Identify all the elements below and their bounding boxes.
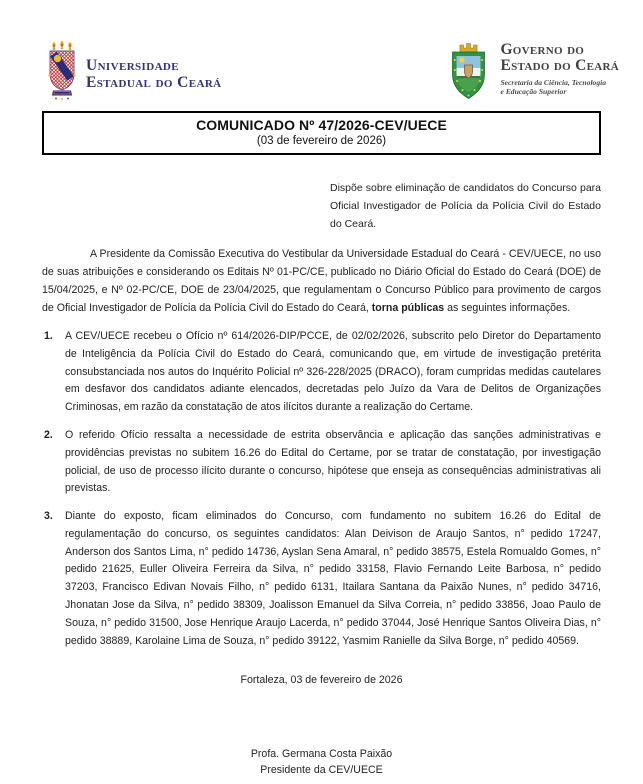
uece-name-line1: Universidade — [86, 56, 180, 74]
item-2-number: 2. — [44, 428, 53, 441]
item-3-text: Diante do exposto, ficam eliminados do Concurso, com fundamento no subitem 16.26 do Edital de regulamentação do concurso, os seguintes candidatos: Alan Deivison de Araujo Santos, n° pedido 17247, Anderson dos Santos Lima, n° pedido 14736, Ayslan Sena Amaral, n° pedido 38575, Estela Romualdo Gomes, n° pedido 21625, Euller Oliveira Ferreira da Silva, n° pedido 33158, Flavio Fernando Leite Barbosa, n° pedido 37203, Francisco Edivan Novais Filho, n° pedido 6131, Itailara Santana da Paixão Nunes, n° pedido 34716, Jhonatan Jose da Silva, n° pedido 38309, Joalisson Emanuel da Silva Correia, n° pedido 33856, Joao Paulo de Souza, n° pedido 31500, Jose Henrique Araujo Lacerda, n° pedido 37044, José Henrique Santos Oliveira Dias, n° pedido 38889, Karolaine Lima de Souza, n° pedido 39122, Yasmim Ranielle da Silva Borge, n° pedido 40569. — [65, 510, 601, 647]
uece-logo-text — [86, 58, 222, 91]
intro-text-bold: torna públicas — [371, 301, 445, 314]
uece-logo — [47, 40, 222, 109]
item-1-number: 1. — [44, 329, 53, 342]
document-title: COMUNICADO Nº 47/2026-CEV/UECE — [196, 117, 447, 133]
intro-text-after: as seguintes informações. — [444, 301, 571, 314]
ceara-coat-of-arms-icon — [445, 40, 492, 107]
numbered-items — [42, 328, 601, 651]
gov-subtitle-line2: e Educação Superior — [500, 87, 567, 97]
intro-text-before: A Presidente da Comissão Executiva do Vestibular da Universidade Estadual do Ceará - CEV/UECE, no uso de suas atribuições e considerando os Editais Nº 01-PC/CE, publicado no Diário Oficial do Estado do Ceará (DOE) de 15/04/2025, e Nº 02-PC/CE, DOE de 23/04/2025, que regulamentam o Concurso Público para provimento de cargos de Oficial Investigador de Polícia da Polícia Civil do Estado do Ceará, — [42, 248, 601, 314]
signature-block — [0, 747, 643, 779]
intro-paragraph — [42, 246, 601, 317]
list-item-1 — [42, 328, 601, 417]
list-item-2 — [42, 427, 601, 498]
place-date-line: Fortaleza, 03 de fevereiro de 2026 — [240, 674, 403, 687]
uece-crest-icon — [47, 40, 77, 109]
gov-name-line1: Governo do — [500, 41, 585, 58]
title-box — [42, 111, 601, 155]
item-1-text: A CEV/UECE recebeu o Ofício nº 614/2026-DIP/PCCE, de 02/02/2026, subscrito pelo Diretor do Departamento de Inteligência da Polícia Civil do Estado do Ceará, comunicando que, em virtude de investigação pretérita consubstanciada nos autos do Inquérito Policial nº 326-228/2025 (DRACO), foram cumpridas medidas cautelares em desfavor dos candidatos adiante elencados, decretadas pelo Juízo da Vara de Delitos de Organizações Criminosas, em razão da constatação de atos ilícitos durante a realização do Certame. — [65, 329, 601, 414]
document-header — [47, 40, 619, 106]
document-title-date: (03 de fevereiro de 2026) — [256, 135, 387, 147]
item-2-text: O referido Ofício ressalta a necessidade de estrita observância e aplicação das sanções administrativas e providências previstas no subitem 16.26 do Edital do Certame, por se tratar de constatação, por investigação policial, de uso de processo ilícito durante o concurso, hipótese que enseja as consequências administrativas ali previstas. — [65, 428, 601, 495]
governo-ceara-logo — [445, 40, 619, 107]
governo-logo-text — [500, 40, 619, 97]
signature-name: Profa. Germana Costa Paixão — [250, 748, 393, 761]
signature-role: Presidente da CEV/UECE — [260, 764, 383, 777]
gov-subtitle-line1: Secretaria da Ciência, Tecnologia — [500, 77, 607, 87]
item-3-number: 3. — [44, 510, 53, 523]
gov-subtitle — [500, 78, 619, 98]
gov-name-line2: Estado do Ceará — [500, 57, 619, 75]
summary-ementa: Dispõe sobre eliminação de candidatos do Concurso para Oficial Investigador de Polícia da Polícia Civil do Estado do Ceará. — [330, 182, 601, 231]
list-item-3 — [42, 508, 601, 650]
uece-name-line2: Estadual do Ceará — [86, 73, 222, 91]
